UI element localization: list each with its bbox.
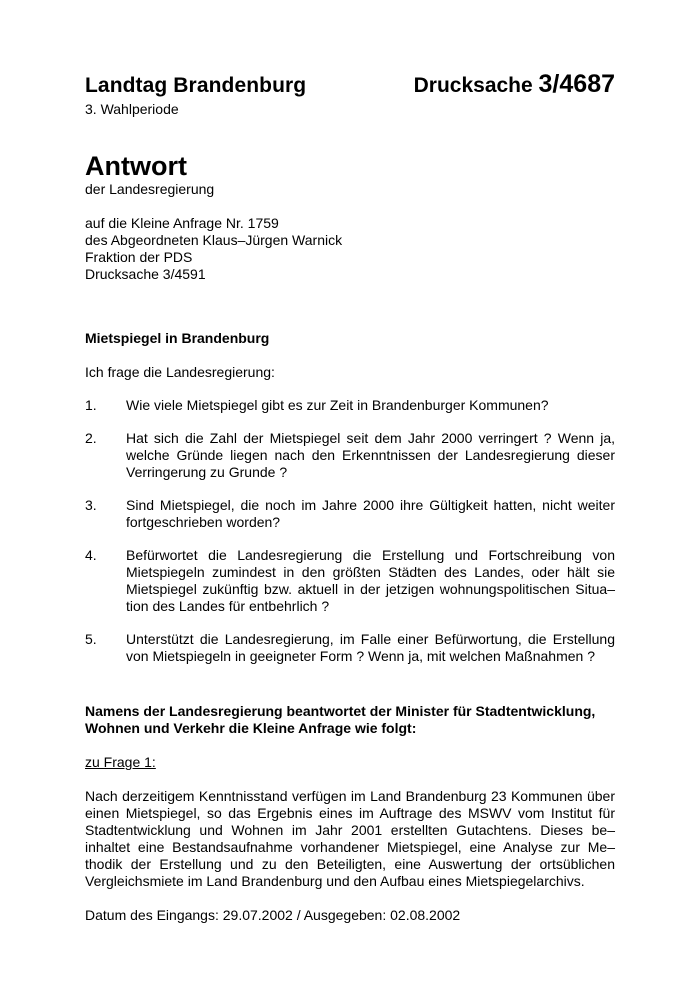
- drucksache-label: Drucksache: [413, 74, 539, 97]
- question-text: Unterstützt die Landesregierung, im Falle einer Befürwortung, die Erstellung von Mietspiegeln in geeigneter Form ? Wenn ja, mit welchen Maßnahmen ?: [126, 631, 615, 664]
- inquiry-line: Fraktion der PDS: [85, 249, 193, 265]
- question-number: 2.: [85, 430, 97, 446]
- question-text: Hat sich die Zahl der Mietspiegel seit dem Jahr 2000 verringert ? Wenn ja, welche Gründe liegen nach den Erkenntnissen der Landesregierung dieser Verringerung zu Grunde ?: [126, 430, 615, 480]
- document-page: [85, 70, 615, 924]
- question-text: Wie viele Mietspiegel gibt es zur Zeit in Brandenburger Kommunen?: [126, 397, 549, 413]
- question-item: [85, 430, 615, 481]
- topic-heading: Mietspiegel in Brandenburg: [85, 330, 270, 346]
- answer-heading: zu Frage 1:: [85, 754, 156, 770]
- question-text: Befürwortet die Landesregierung die Erstellung und Fortschreibung von Mietspiegeln zumindest in den größten Städten des Landes, oder hält sie Mietspiegel zukünftig bzw. aktuell in der jetzigen wohnungspolitischen Situa–tion des Landes für entbehrlich ?: [126, 547, 615, 614]
- inquiry-block: [85, 215, 615, 283]
- question-intro: Ich frage die Landesregierung:: [85, 364, 275, 380]
- drucksache-number: 3/4687: [538, 70, 615, 98]
- question-number: 5.: [85, 631, 97, 647]
- document-header: [85, 70, 615, 100]
- inquiry-line: des Abgeordneten Klaus–Jürgen Warnick: [85, 232, 343, 248]
- receipt-dates: Datum des Eingangs: 29.07.2002 / Ausgegeben: 02.08.2002: [85, 907, 461, 923]
- legislative-period: 3. Wahlperiode: [85, 101, 179, 117]
- parliament-name: Landtag Brandenburg: [85, 74, 307, 97]
- question-item: [85, 547, 615, 615]
- question-item: [85, 397, 615, 414]
- inquiry-line: auf die Kleine Anfrage Nr. 1759: [85, 215, 279, 231]
- document-subtitle: der Landesregierung: [85, 181, 215, 197]
- question-number: 4.: [85, 547, 97, 563]
- questions-list: [85, 397, 615, 665]
- question-number: 3.: [85, 497, 97, 513]
- question-number: 1.: [85, 397, 97, 413]
- drucksache-id: [414, 70, 615, 99]
- answer-text: Nach derzeitigem Kenntnisstand verfügen im Land Brandenburg 23 Kommunen über einen Mietspiegel, so das Ergebnis eines im Auftrage des MSWV vom Institut für Stadtentwicklung und Wohnen im Jahr 2001 erstellten Gutachtens. Dieses be–inhaltet eine Bestandsaufnahme vorhandener Mietspiegel, eine Analyse zur Me–thodik der Erstellung und zu den Beteiligten, eine Auswertung der ortsüblichen Vergleichsmiete im Land Brandenburg und den Aufbau eines Mietspiegelarchivs.: [85, 788, 615, 889]
- answer-intro: Namens der Landesregierung beantwortet der Minister für Stadtentwicklung, Wohnen und Verkehr die Kleine Anfrage wie folgt:: [85, 703, 596, 736]
- question-item: [85, 497, 615, 531]
- inquiry-line: Drucksache 3/4591: [85, 266, 206, 282]
- document-title: Antwort: [85, 151, 187, 181]
- question-item: [85, 631, 615, 665]
- question-text: Sind Mietspiegel, die noch im Jahre 2000 ihre Gültigkeit hatten, nicht weiter fortgeschrieben worden?: [126, 497, 615, 530]
